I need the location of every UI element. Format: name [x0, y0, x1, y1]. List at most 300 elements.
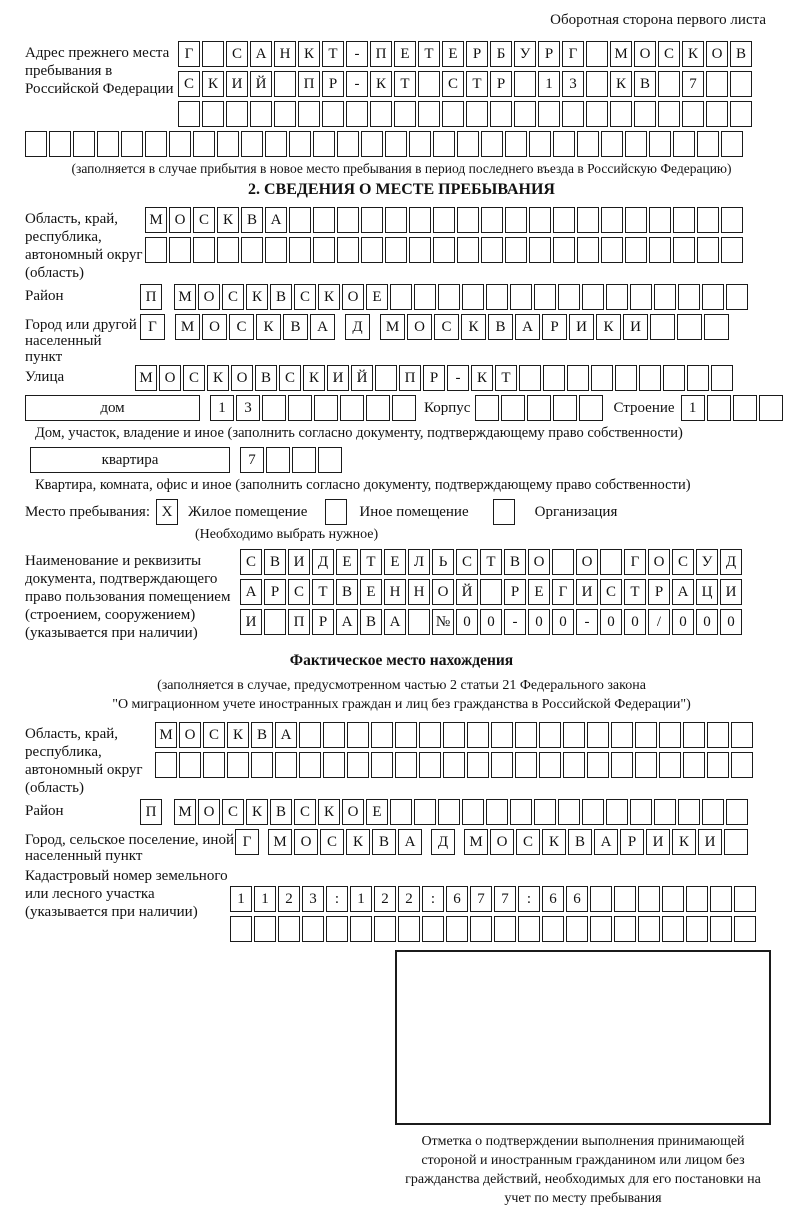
char-cell[interactable]	[418, 71, 440, 97]
char-cell[interactable]	[169, 237, 191, 263]
char-cell[interactable]	[577, 237, 599, 263]
char-cell[interactable]	[385, 131, 407, 157]
char-cell[interactable]	[553, 131, 575, 157]
char-cell[interactable]: К	[610, 71, 632, 97]
char-cell[interactable]	[289, 131, 311, 157]
char-cell[interactable]: 6	[542, 886, 564, 912]
char-cell[interactable]: В	[241, 207, 263, 233]
char-cell[interactable]: 6	[566, 886, 588, 912]
char-cell[interactable]: О	[179, 722, 201, 748]
char-cell[interactable]: Б	[490, 41, 512, 67]
char-cell[interactable]	[490, 101, 512, 127]
char-cell[interactable]	[606, 799, 628, 825]
char-cell[interactable]	[663, 365, 685, 391]
char-cell[interactable]	[193, 131, 215, 157]
char-cell[interactable]: Т	[360, 549, 382, 575]
char-cell[interactable]: О	[169, 207, 191, 233]
char-cell[interactable]	[501, 395, 525, 421]
char-cell[interactable]	[264, 609, 286, 635]
char-cell[interactable]	[371, 752, 393, 778]
char-cell[interactable]	[673, 131, 695, 157]
char-cell[interactable]: А	[275, 722, 297, 748]
char-cell[interactable]: Г	[178, 41, 200, 67]
char-cell[interactable]	[250, 101, 272, 127]
char-cell[interactable]	[394, 101, 416, 127]
char-cell[interactable]: Р	[620, 829, 644, 855]
char-cell[interactable]	[529, 207, 551, 233]
char-cell[interactable]	[686, 886, 708, 912]
char-cell[interactable]	[731, 752, 753, 778]
char-cell[interactable]: К	[227, 722, 249, 748]
char-cell[interactable]: И	[623, 314, 648, 340]
char-cell[interactable]: 0	[456, 609, 478, 635]
char-cell[interactable]	[590, 916, 612, 942]
char-cell[interactable]: К	[256, 314, 281, 340]
char-cell[interactable]	[337, 131, 359, 157]
char-cell[interactable]	[217, 131, 239, 157]
char-cell[interactable]	[566, 916, 588, 942]
char-cell[interactable]	[711, 365, 733, 391]
char-cell[interactable]	[515, 722, 537, 748]
char-cell[interactable]: 7	[240, 447, 264, 473]
char-cell[interactable]: -	[504, 609, 526, 635]
char-cell[interactable]	[730, 101, 752, 127]
char-cell[interactable]	[443, 722, 465, 748]
char-cell[interactable]: 0	[672, 609, 694, 635]
char-cell[interactable]: О	[231, 365, 253, 391]
char-cell[interactable]	[726, 284, 748, 310]
char-cell[interactable]	[97, 131, 119, 157]
char-cell[interactable]: С	[240, 549, 262, 575]
char-cell[interactable]: Т	[394, 71, 416, 97]
char-cell[interactable]: И	[720, 579, 742, 605]
char-cell[interactable]	[121, 131, 143, 157]
char-cell[interactable]: М	[135, 365, 157, 391]
char-cell[interactable]: 1	[681, 395, 705, 421]
char-cell[interactable]: 3	[302, 886, 324, 912]
char-cell[interactable]	[274, 71, 296, 97]
char-cell[interactable]	[678, 284, 700, 310]
char-cell[interactable]: А	[250, 41, 272, 67]
char-cell[interactable]	[178, 101, 200, 127]
char-cell[interactable]	[254, 916, 276, 942]
char-cell[interactable]: А	[672, 579, 694, 605]
char-cell[interactable]	[395, 722, 417, 748]
char-cell[interactable]	[227, 752, 249, 778]
char-cell[interactable]: Т	[418, 41, 440, 67]
char-cell[interactable]: К	[596, 314, 621, 340]
char-cell[interactable]: :	[518, 886, 540, 912]
char-cell[interactable]	[649, 237, 671, 263]
char-cell[interactable]	[467, 722, 489, 748]
char-cell[interactable]	[169, 131, 191, 157]
char-cell[interactable]	[586, 71, 608, 97]
char-cell[interactable]	[505, 131, 527, 157]
char-cell[interactable]: С	[456, 549, 478, 575]
char-cell[interactable]: О	[342, 284, 364, 310]
char-cell[interactable]: 0	[600, 609, 622, 635]
char-cell[interactable]: Й	[250, 71, 272, 97]
char-cell[interactable]: М	[175, 314, 200, 340]
char-cell[interactable]: М	[464, 829, 488, 855]
char-cell[interactable]	[346, 101, 368, 127]
char-cell[interactable]	[704, 314, 729, 340]
char-cell[interactable]: К	[461, 314, 486, 340]
char-cell[interactable]: С	[178, 71, 200, 97]
char-cell[interactable]	[486, 284, 508, 310]
char-cell[interactable]	[538, 101, 560, 127]
char-cell[interactable]: 2	[278, 886, 300, 912]
char-cell[interactable]	[562, 101, 584, 127]
char-cell[interactable]: И	[240, 609, 262, 635]
char-cell[interactable]: Г	[624, 549, 646, 575]
char-cell[interactable]	[662, 916, 684, 942]
char-cell[interactable]	[414, 284, 436, 310]
char-cell[interactable]	[462, 284, 484, 310]
char-cell[interactable]	[591, 365, 613, 391]
char-cell[interactable]	[361, 237, 383, 263]
char-cell[interactable]	[682, 101, 704, 127]
char-cell[interactable]: К	[370, 71, 392, 97]
char-cell[interactable]	[553, 207, 575, 233]
char-cell[interactable]: Т	[495, 365, 517, 391]
char-cell[interactable]: И	[327, 365, 349, 391]
char-cell[interactable]: М	[155, 722, 177, 748]
char-cell[interactable]	[25, 131, 47, 157]
char-cell[interactable]	[510, 799, 532, 825]
char-cell[interactable]: О	[198, 284, 220, 310]
char-cell[interactable]: К	[298, 41, 320, 67]
char-cell[interactable]	[385, 237, 407, 263]
char-cell[interactable]	[707, 395, 731, 421]
char-cell[interactable]: 0	[552, 609, 574, 635]
char-cell[interactable]	[385, 207, 407, 233]
char-cell[interactable]: 7	[682, 71, 704, 97]
char-cell[interactable]: Д	[345, 314, 370, 340]
char-cell[interactable]: Е	[366, 799, 388, 825]
char-cell[interactable]: О	[202, 314, 227, 340]
char-cell[interactable]: Т	[312, 579, 334, 605]
char-cell[interactable]: Р	[648, 579, 670, 605]
char-cell[interactable]	[491, 752, 513, 778]
char-cell[interactable]	[288, 395, 312, 421]
char-cell[interactable]: Д	[312, 549, 334, 575]
char-cell[interactable]	[266, 447, 290, 473]
char-cell[interactable]: В	[568, 829, 592, 855]
char-cell[interactable]: С	[672, 549, 694, 575]
char-cell[interactable]	[611, 722, 633, 748]
char-cell[interactable]	[230, 916, 252, 942]
char-cell[interactable]	[193, 237, 215, 263]
char-cell[interactable]	[265, 131, 287, 157]
char-cell[interactable]	[442, 101, 464, 127]
char-cell[interactable]	[337, 237, 359, 263]
char-cell[interactable]	[529, 131, 551, 157]
char-cell[interactable]	[475, 395, 499, 421]
char-cell[interactable]: О	[159, 365, 181, 391]
char-cell[interactable]	[649, 207, 671, 233]
char-cell[interactable]: :	[326, 886, 348, 912]
char-cell[interactable]: Л	[408, 549, 430, 575]
char-cell[interactable]	[323, 752, 345, 778]
char-cell[interactable]	[418, 101, 440, 127]
char-cell[interactable]	[673, 207, 695, 233]
char-cell[interactable]: А	[398, 829, 422, 855]
char-cell[interactable]: С	[222, 284, 244, 310]
char-cell[interactable]: Е	[360, 579, 382, 605]
char-cell[interactable]: Р	[264, 579, 286, 605]
char-cell[interactable]: Д	[720, 549, 742, 575]
char-cell[interactable]	[326, 916, 348, 942]
char-cell[interactable]	[392, 395, 416, 421]
char-cell[interactable]	[438, 284, 460, 310]
char-cell[interactable]	[370, 101, 392, 127]
char-cell[interactable]	[313, 207, 335, 233]
char-cell[interactable]	[322, 101, 344, 127]
char-cell[interactable]: -	[346, 71, 368, 97]
char-cell[interactable]	[518, 916, 540, 942]
char-cell[interactable]: Р	[423, 365, 445, 391]
char-cell[interactable]: И	[698, 829, 722, 855]
char-cell[interactable]	[241, 237, 263, 263]
char-cell[interactable]	[73, 131, 95, 157]
char-cell[interactable]	[706, 101, 728, 127]
char-cell[interactable]	[638, 886, 660, 912]
char-cell[interactable]	[577, 131, 599, 157]
char-cell[interactable]: С	[434, 314, 459, 340]
char-cell[interactable]	[395, 752, 417, 778]
checkbox-residential[interactable]: X	[156, 499, 178, 525]
char-cell[interactable]: В	[730, 41, 752, 67]
char-cell[interactable]	[658, 101, 680, 127]
char-cell[interactable]: О	[528, 549, 550, 575]
char-cell[interactable]: М	[380, 314, 405, 340]
char-cell[interactable]	[313, 237, 335, 263]
char-cell[interactable]: У	[514, 41, 536, 67]
char-cell[interactable]: В	[634, 71, 656, 97]
char-cell[interactable]: 6	[446, 886, 468, 912]
char-cell[interactable]	[601, 207, 623, 233]
char-cell[interactable]	[687, 365, 709, 391]
char-cell[interactable]: Е	[394, 41, 416, 67]
char-cell[interactable]: А	[240, 579, 262, 605]
char-cell[interactable]: О	[634, 41, 656, 67]
char-cell[interactable]: П	[288, 609, 310, 635]
char-cell[interactable]: Ь	[432, 549, 454, 575]
char-cell[interactable]: В	[336, 579, 358, 605]
char-cell[interactable]	[529, 237, 551, 263]
char-cell[interactable]: И	[569, 314, 594, 340]
char-cell[interactable]: Ц	[696, 579, 718, 605]
char-cell[interactable]: :	[422, 886, 444, 912]
char-cell[interactable]	[470, 916, 492, 942]
char-cell[interactable]: О	[706, 41, 728, 67]
char-cell[interactable]: Н	[408, 579, 430, 605]
char-cell[interactable]: -	[576, 609, 598, 635]
char-cell[interactable]	[587, 752, 609, 778]
char-cell[interactable]: О	[407, 314, 432, 340]
char-cell[interactable]	[274, 101, 296, 127]
char-cell[interactable]: /	[648, 609, 670, 635]
char-cell[interactable]	[313, 131, 335, 157]
char-cell[interactable]: С	[193, 207, 215, 233]
char-cell[interactable]: М	[174, 799, 196, 825]
char-cell[interactable]: С	[226, 41, 248, 67]
char-cell[interactable]: К	[346, 829, 370, 855]
char-cell[interactable]	[683, 722, 705, 748]
char-cell[interactable]	[145, 131, 167, 157]
char-cell[interactable]: 0	[528, 609, 550, 635]
char-cell[interactable]	[409, 131, 431, 157]
char-cell[interactable]: 7	[494, 886, 516, 912]
char-cell[interactable]: 1	[350, 886, 372, 912]
char-cell[interactable]	[606, 284, 628, 310]
char-cell[interactable]	[721, 207, 743, 233]
char-cell[interactable]: О	[342, 799, 364, 825]
char-cell[interactable]: П	[399, 365, 421, 391]
char-cell[interactable]: 3	[562, 71, 584, 97]
char-cell[interactable]	[481, 131, 503, 157]
char-cell[interactable]	[371, 722, 393, 748]
char-cell[interactable]: 3	[236, 395, 260, 421]
char-cell[interactable]	[702, 799, 724, 825]
char-cell[interactable]: 0	[624, 609, 646, 635]
char-cell[interactable]: Е	[336, 549, 358, 575]
char-cell[interactable]	[630, 799, 652, 825]
char-cell[interactable]: А	[265, 207, 287, 233]
char-cell[interactable]	[635, 722, 657, 748]
char-cell[interactable]	[299, 752, 321, 778]
char-cell[interactable]	[634, 101, 656, 127]
char-cell[interactable]: Е	[384, 549, 406, 575]
char-cell[interactable]: Р	[504, 579, 526, 605]
char-cell[interactable]: У	[696, 549, 718, 575]
char-cell[interactable]	[601, 131, 623, 157]
char-cell[interactable]: Р	[490, 71, 512, 97]
char-cell[interactable]	[611, 752, 633, 778]
char-cell[interactable]: А	[336, 609, 358, 635]
char-cell[interactable]	[563, 722, 585, 748]
char-cell[interactable]: К	[542, 829, 566, 855]
char-cell[interactable]: С	[320, 829, 344, 855]
char-cell[interactable]	[734, 916, 756, 942]
char-cell[interactable]: В	[255, 365, 277, 391]
char-cell[interactable]	[519, 365, 541, 391]
char-cell[interactable]: О	[198, 799, 220, 825]
char-cell[interactable]	[217, 237, 239, 263]
char-cell[interactable]	[251, 752, 273, 778]
char-cell[interactable]	[466, 101, 488, 127]
char-cell[interactable]: Т	[466, 71, 488, 97]
char-cell[interactable]	[730, 71, 752, 97]
char-cell[interactable]: Й	[351, 365, 373, 391]
char-cell[interactable]: С	[183, 365, 205, 391]
char-cell[interactable]	[707, 752, 729, 778]
char-cell[interactable]: В	[270, 284, 292, 310]
char-cell[interactable]	[318, 447, 342, 473]
char-cell[interactable]	[527, 395, 551, 421]
char-cell[interactable]	[697, 131, 719, 157]
char-cell[interactable]	[697, 207, 719, 233]
char-cell[interactable]	[654, 284, 676, 310]
char-cell[interactable]	[361, 131, 383, 157]
char-cell[interactable]	[539, 722, 561, 748]
char-cell[interactable]	[337, 207, 359, 233]
char-cell[interactable]	[505, 237, 527, 263]
char-cell[interactable]	[292, 447, 316, 473]
char-cell[interactable]: И	[576, 579, 598, 605]
char-cell[interactable]	[577, 207, 599, 233]
char-cell[interactable]: А	[515, 314, 540, 340]
char-cell[interactable]: К	[246, 284, 268, 310]
char-cell[interactable]	[552, 549, 574, 575]
checkbox-organization[interactable]	[493, 499, 515, 525]
char-cell[interactable]: Н	[274, 41, 296, 67]
char-cell[interactable]: С	[600, 579, 622, 605]
char-cell[interactable]	[438, 799, 460, 825]
char-cell[interactable]	[734, 886, 756, 912]
char-cell[interactable]	[567, 365, 589, 391]
char-cell[interactable]	[615, 365, 637, 391]
char-cell[interactable]: С	[288, 579, 310, 605]
char-cell[interactable]: К	[202, 71, 224, 97]
char-cell[interactable]	[601, 237, 623, 263]
char-cell[interactable]	[553, 395, 577, 421]
char-cell[interactable]: К	[471, 365, 493, 391]
char-cell[interactable]: С	[658, 41, 680, 67]
char-cell[interactable]: И	[226, 71, 248, 97]
char-cell[interactable]	[710, 916, 732, 942]
char-cell[interactable]	[586, 101, 608, 127]
char-cell[interactable]	[375, 365, 397, 391]
char-cell[interactable]	[179, 752, 201, 778]
char-cell[interactable]: Й	[456, 579, 478, 605]
char-cell[interactable]	[515, 752, 537, 778]
char-cell[interactable]: С	[203, 722, 225, 748]
char-cell[interactable]	[202, 41, 224, 67]
char-cell[interactable]	[414, 799, 436, 825]
char-cell[interactable]	[630, 284, 652, 310]
char-cell[interactable]	[398, 916, 420, 942]
char-cell[interactable]	[457, 131, 479, 157]
char-cell[interactable]	[278, 916, 300, 942]
char-cell[interactable]: В	[251, 722, 273, 748]
char-cell[interactable]	[586, 41, 608, 67]
char-cell[interactable]: С	[294, 799, 316, 825]
char-cell[interactable]	[408, 609, 430, 635]
char-cell[interactable]: С	[222, 799, 244, 825]
char-cell[interactable]: О	[490, 829, 514, 855]
char-cell[interactable]	[480, 579, 502, 605]
char-cell[interactable]	[486, 799, 508, 825]
char-cell[interactable]: В	[372, 829, 396, 855]
char-cell[interactable]	[419, 722, 441, 748]
char-cell[interactable]: Н	[384, 579, 406, 605]
char-cell[interactable]	[491, 722, 513, 748]
char-cell[interactable]: Е	[442, 41, 464, 67]
char-cell[interactable]: И	[646, 829, 670, 855]
char-cell[interactable]: К	[207, 365, 229, 391]
char-cell[interactable]: 0	[480, 609, 502, 635]
char-cell[interactable]	[340, 395, 364, 421]
char-cell[interactable]	[610, 101, 632, 127]
char-cell[interactable]	[759, 395, 783, 421]
char-cell[interactable]: П	[140, 799, 162, 825]
char-cell[interactable]	[678, 799, 700, 825]
char-cell[interactable]	[446, 916, 468, 942]
char-cell[interactable]	[289, 237, 311, 263]
char-cell[interactable]	[649, 131, 671, 157]
